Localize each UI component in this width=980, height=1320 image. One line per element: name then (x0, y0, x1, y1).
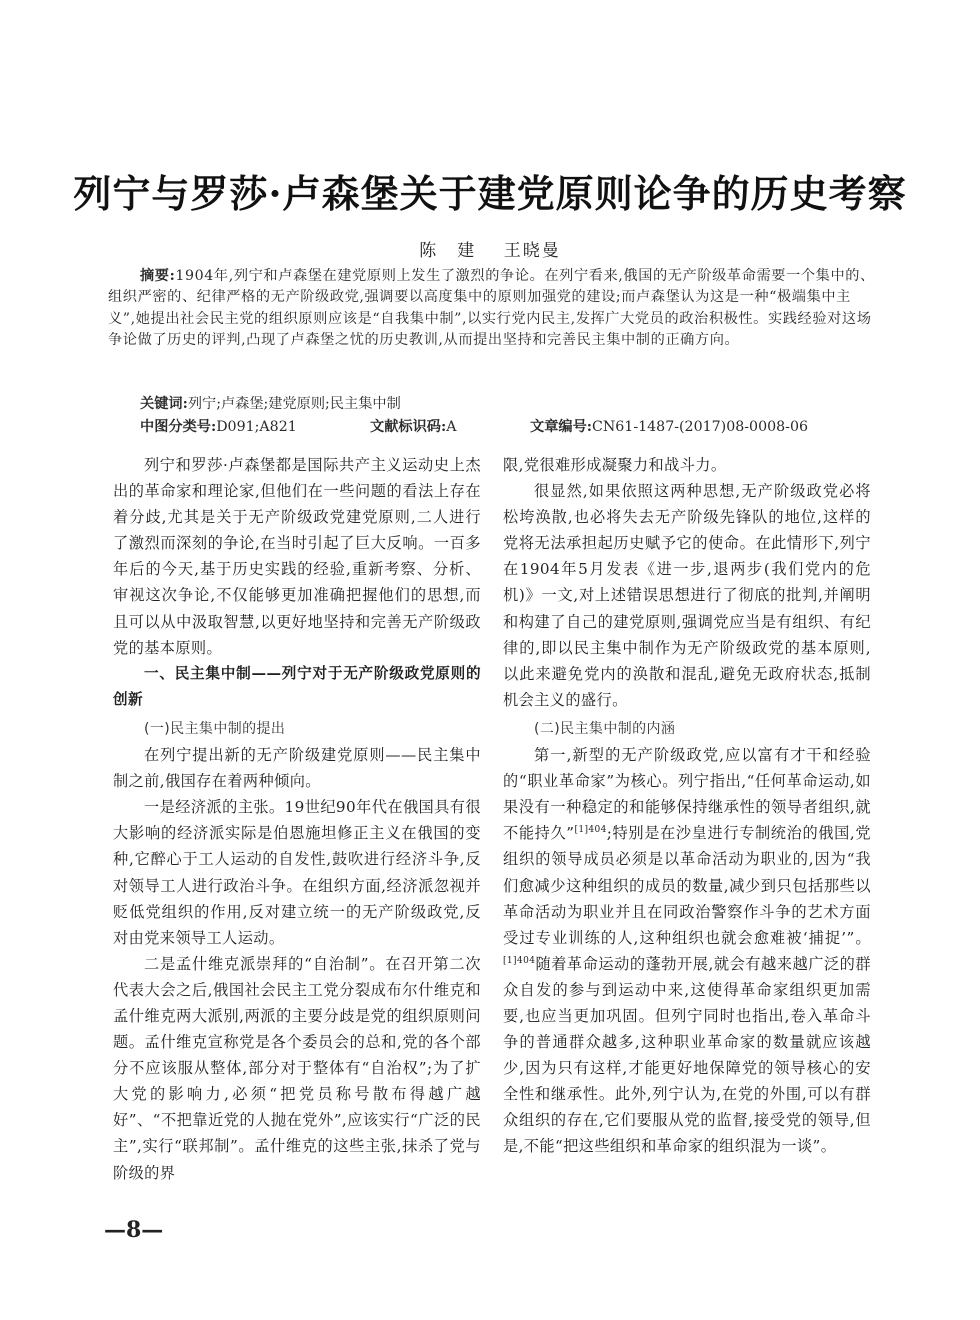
page-number: —8— (104, 1217, 164, 1243)
article-no-label: 文章编号: (530, 419, 592, 435)
section-heading: 一、民主集中制——列宁对于无产阶级政党原则的创新 (113, 664, 481, 708)
doc-code-value: A (446, 419, 457, 435)
subsection-heading: (二)民主集中制的内涵 (534, 720, 676, 737)
body-column-left (113, 452, 481, 1186)
clc-label: 中图分类号: (140, 419, 217, 435)
author-name: 王晓曼 (503, 241, 561, 261)
paragraph: 很显然,如果依照这两种思想,无产阶级政党必将松垮涣散,也必将失去无产阶级先锋队的地位,这样的党将无法承担起历史赋予它的使命。在此情形下,列宁在1904年5月发表《进一步,退两步(我们党内的危机)》一文,对上述错误思想进行了彻底的批判,并阐明和构建了自己的建党原则,强调党应当是有组织、有纪律的,即以民主集中制作为无产阶级政党的基本原则,以此来避免党内的涣散和混乱,避免无政府状态,抵制机会主义的盛行。 (503, 482, 871, 709)
paragraph-text: ;特别是在沙皇进行专制统治的俄国,党组织的领导成员必须是以革命活动为职业的,因为“我们愈减少这种组织的成员的数量,减少到只包括那些以革命活动为职业并且在同政治警察作斗争的艺术方面受过专业训练的人,这种组织也就会愈难被‘捕捉’”。 (503, 824, 871, 947)
clc-value: D091;A821 (216, 419, 297, 435)
paragraph: 一是经济派的主张。19世纪90年代在俄国具有很大影响的经济派实际是伯恩施坦修正主义在俄国的变种,它醉心于工人运动的自发性,鼓吹进行经济斗争,反对领导工人进行政治斗争。在组织方面,经济派忽视并贬低党组织的作用,反对建立统一的无产阶级政党,反对由党来领导工人运动。 (113, 798, 481, 947)
author-name: 陈 建 (419, 241, 477, 261)
document-code (370, 416, 456, 436)
body-column-right (503, 452, 871, 1160)
citation: [1]404 (503, 955, 536, 966)
paragraph-text: 随着革命运动的蓬勃开展,就会有越来越广泛的群众自发的参与到运动中来,这使得革命家组织更加需要,也应当更加巩固。但列宁同时也指出,卷入革命斗争的普通群众越多,这种职业革命家的数量就应该越少,因为只有这样,才能更好地保障党的领导核心的安全性和继承性。此外,列宁认为,在党的外围,可以有群众组织的存在,它们要服从党的监督,接受党的领导,但是,不能“把这些组织和革命家的组织混为一谈”。 (503, 954, 871, 1156)
article-title: 列宁与罗莎·卢森堡关于建党原则论争的历史考察 (73, 171, 907, 216)
keywords-label: 关键词: (140, 396, 188, 412)
article-no-value: CN61-1487-(2017)08-0008-06 (592, 419, 808, 435)
keywords (140, 393, 401, 413)
authors (0, 236, 980, 261)
paragraph (503, 742, 871, 1160)
clc-number (140, 416, 297, 436)
citation: [1]404 (574, 825, 607, 836)
subsection-heading: (一)民主集中制的提出 (144, 720, 286, 737)
paragraph: 二是孟什维克派崇拜的“自治制”。在召开第二次代表大会之后,俄国社会民主工党分裂成布尔什维克和孟什维克两大派别,两派的主要分歧是党的组织原则问题。孟什维克宣称党是各个委员会的总和,党的各个部分不应该服从整体,部分对于整体有“自治权”;为了扩大党的影响力,必须“把党员称号散布得越广越好”、“不把靠近党的人抛在党外”,应该实行“广泛的民主”,实行“联邦制”。孟什维克的这些主张,抹杀了党与阶级的界 (113, 954, 481, 1182)
paragraph: 限,党很难形成凝聚力和战斗力。 (503, 456, 727, 474)
paragraph-text: 第一,新型的无产阶级政党,应以富有才干和经验的“职业革命家”为核心。列宁指出,“任何革命运动,如果没有一种稳定的和能够保持继承性的领导者组织,就不能持久” (503, 746, 871, 843)
article-number (530, 416, 808, 436)
keywords-text: 列宁;卢森堡;建党原则;民主集中制 (187, 396, 401, 412)
doc-code-label: 文献标识码: (370, 419, 447, 435)
abstract (108, 266, 878, 351)
paragraph: 在列宁提出新的无产阶级建党原则——民主集中制之前,俄国存在着两种倾向。 (113, 746, 481, 791)
abstract-text: 1904年,列宁和卢森堡在建党原则上发生了激烈的争论。在列宁看来,俄国的无产阶级革命需要一个集中的、组织严密的、纪律严格的无产阶级政党,强调要以高度集中的原则加强党的建设;而卢森堡认为这是一种“极端集中主义”,她提出社会民主党的组织原则应该是“自我集中制”,以实行党内民主,发挥广大党员的政治积极性。实践经验对这场争论做了历史的评判,凸现了卢森堡之忧的历史教训,从而提出坚持和完善民主集中制的正确方向。 (108, 268, 875, 348)
paragraph: 列宁和罗莎·卢森堡都是国际共产主义运动史上杰出的革命家和理论家,但他们在一些问题的看法上存在着分歧,尤其是关于无产阶级政党建党原则,二人进行了激烈而深刻的争论,在当时引起了巨大反响。一百多年后的今天,基于历史实践的经验,重新考察、分析、审视这次争论,不仅能够更加准确把握他们的思想,而且可以从中汲取智慧,以更好地坚持和完善无产阶级政党的基本原则。 (113, 456, 481, 657)
abstract-label: 摘要: (140, 268, 176, 284)
